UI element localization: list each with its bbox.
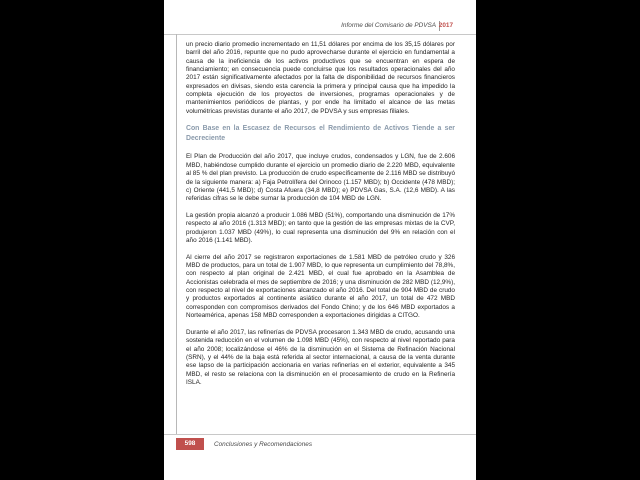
paragraph-1: un precio diario promedio incrementado en 11,51 dólares por encima de los 35,15 dólares por barril del año 2016, repunte que no pudo aprovecharse durante el ejercicio en fundamental a causa de la ineficiencia de los activos productivos que se encuentran en espera de financiamiento; en consecuencia puede concluirse que los resultados operacionales del año 2017 están significativamente afectados por la falta de disponibilidad de recursos financieros expresados en divisas, siendo esta carencia la primera y principal causa que ha impedido la completa ejecución de los proyectos de inversiones, programas operacionales y de mantenimientos periódicos de plantas, y por ende ha limitado el alcance de las metas volumétricas previstas durante el año 2017, de PDVSA y sus empresas filiales. [186,41,455,115]
paragraph-2: El Plan de Producción del año 2017, que incluye crudos, condensados y LGN, fue de 2.606 MBD, habiéndose cumplido durante el ejercicio un promedio diario de 2.220 MBD, equivalente al 85 % del plan previsto. La producción de crudo específicamente de 2.116 MBD se distribuyó de la siguiente manera: a) Faja Petrolífera del Orinoco (1.157 MBD); b) Occidente (478 MBD); c) Oriente (441,5 MBD); d) Costa Afuera (34,8 MBD); e) PDVSA Gas, S.A. (12,6 MBD). A las referidas cifras se le debe sumar la producción de 104 MBD de LGN. [186,153,455,203]
margin-rule [176,34,177,434]
header-rule [164,34,476,35]
paragraph-5: Durante el año 2017, las refinerías de PDVSA procesaron 1.343 MBD de crudo, acusando una sostenida reducción en el volumen de 1.098 MBD (45%), con respecto al nivel reportado para el año 2008; localizándose el 46% de la disminución en el Sistema de Refinación Nacional (SRN), y el 44% de la baja está referida al sector internacional, a causa de la venta durante ese lapso de la participación accionaria en varias refinerías en el exterior, equivalente a 345 MBD, el resto se relaciona con la disminución en el procesamiento de crudo en la Refinería ISLA. [186,328,455,386]
page-body [186,41,455,396]
page-header [164,21,476,31]
footer-rule [164,434,476,435]
page-number-badge: 598 [176,438,204,450]
header-year: 2017 [438,22,453,29]
footer-section-title: Conclusiones y Recomendaciones [214,441,313,448]
document-page [164,0,476,480]
paragraph-4: Al cierre del año 2017 se registraron exportaciones de 1.581 MBD de petróleo crudo y 326 MBD de productos, para un total de 1.907 MBD, lo que representa un cumplimiento del 78,8%, con respecto al plan original de 2.421 MBD, el cual fue aprobado en la Asamblea de Accionistas celebrada el mes de septiembre de 2016; y una disminución de 282 MBD (12,9%), con respecto al nivel de exportaciones alcanzado el año 2016. Del total de 904 MBD de crudo y productos exportados al continente asiático durante el año 2017, un total de 472 MBD corresponden con compromisos derivados del Fondo Chino; y de los 646 MBD exportados a Norteamérica, apenas 158 MBD corresponden a exportaciones dirigidas a CITGO. [186,253,455,320]
paragraph-3: La gestión propia alcanzó a producir 1.086 MBD (51%), comportando una disminución de 17% respecto al año 2016 (1.313 MBD); en tanto que la gestión de las empresas mixtas de la CVP, produjeron 1.037 MBD (49%), lo cual representa una disminución del 9% en relación con el año 2016 (1.141 MBD). [186,211,455,244]
header-title: Informe del Comisario de PDVSA [341,22,436,29]
section-heading: Con Base en la Escasez de Recursos el Rendimiento de Activos Tiende a ser Decreciente [186,125,455,142]
